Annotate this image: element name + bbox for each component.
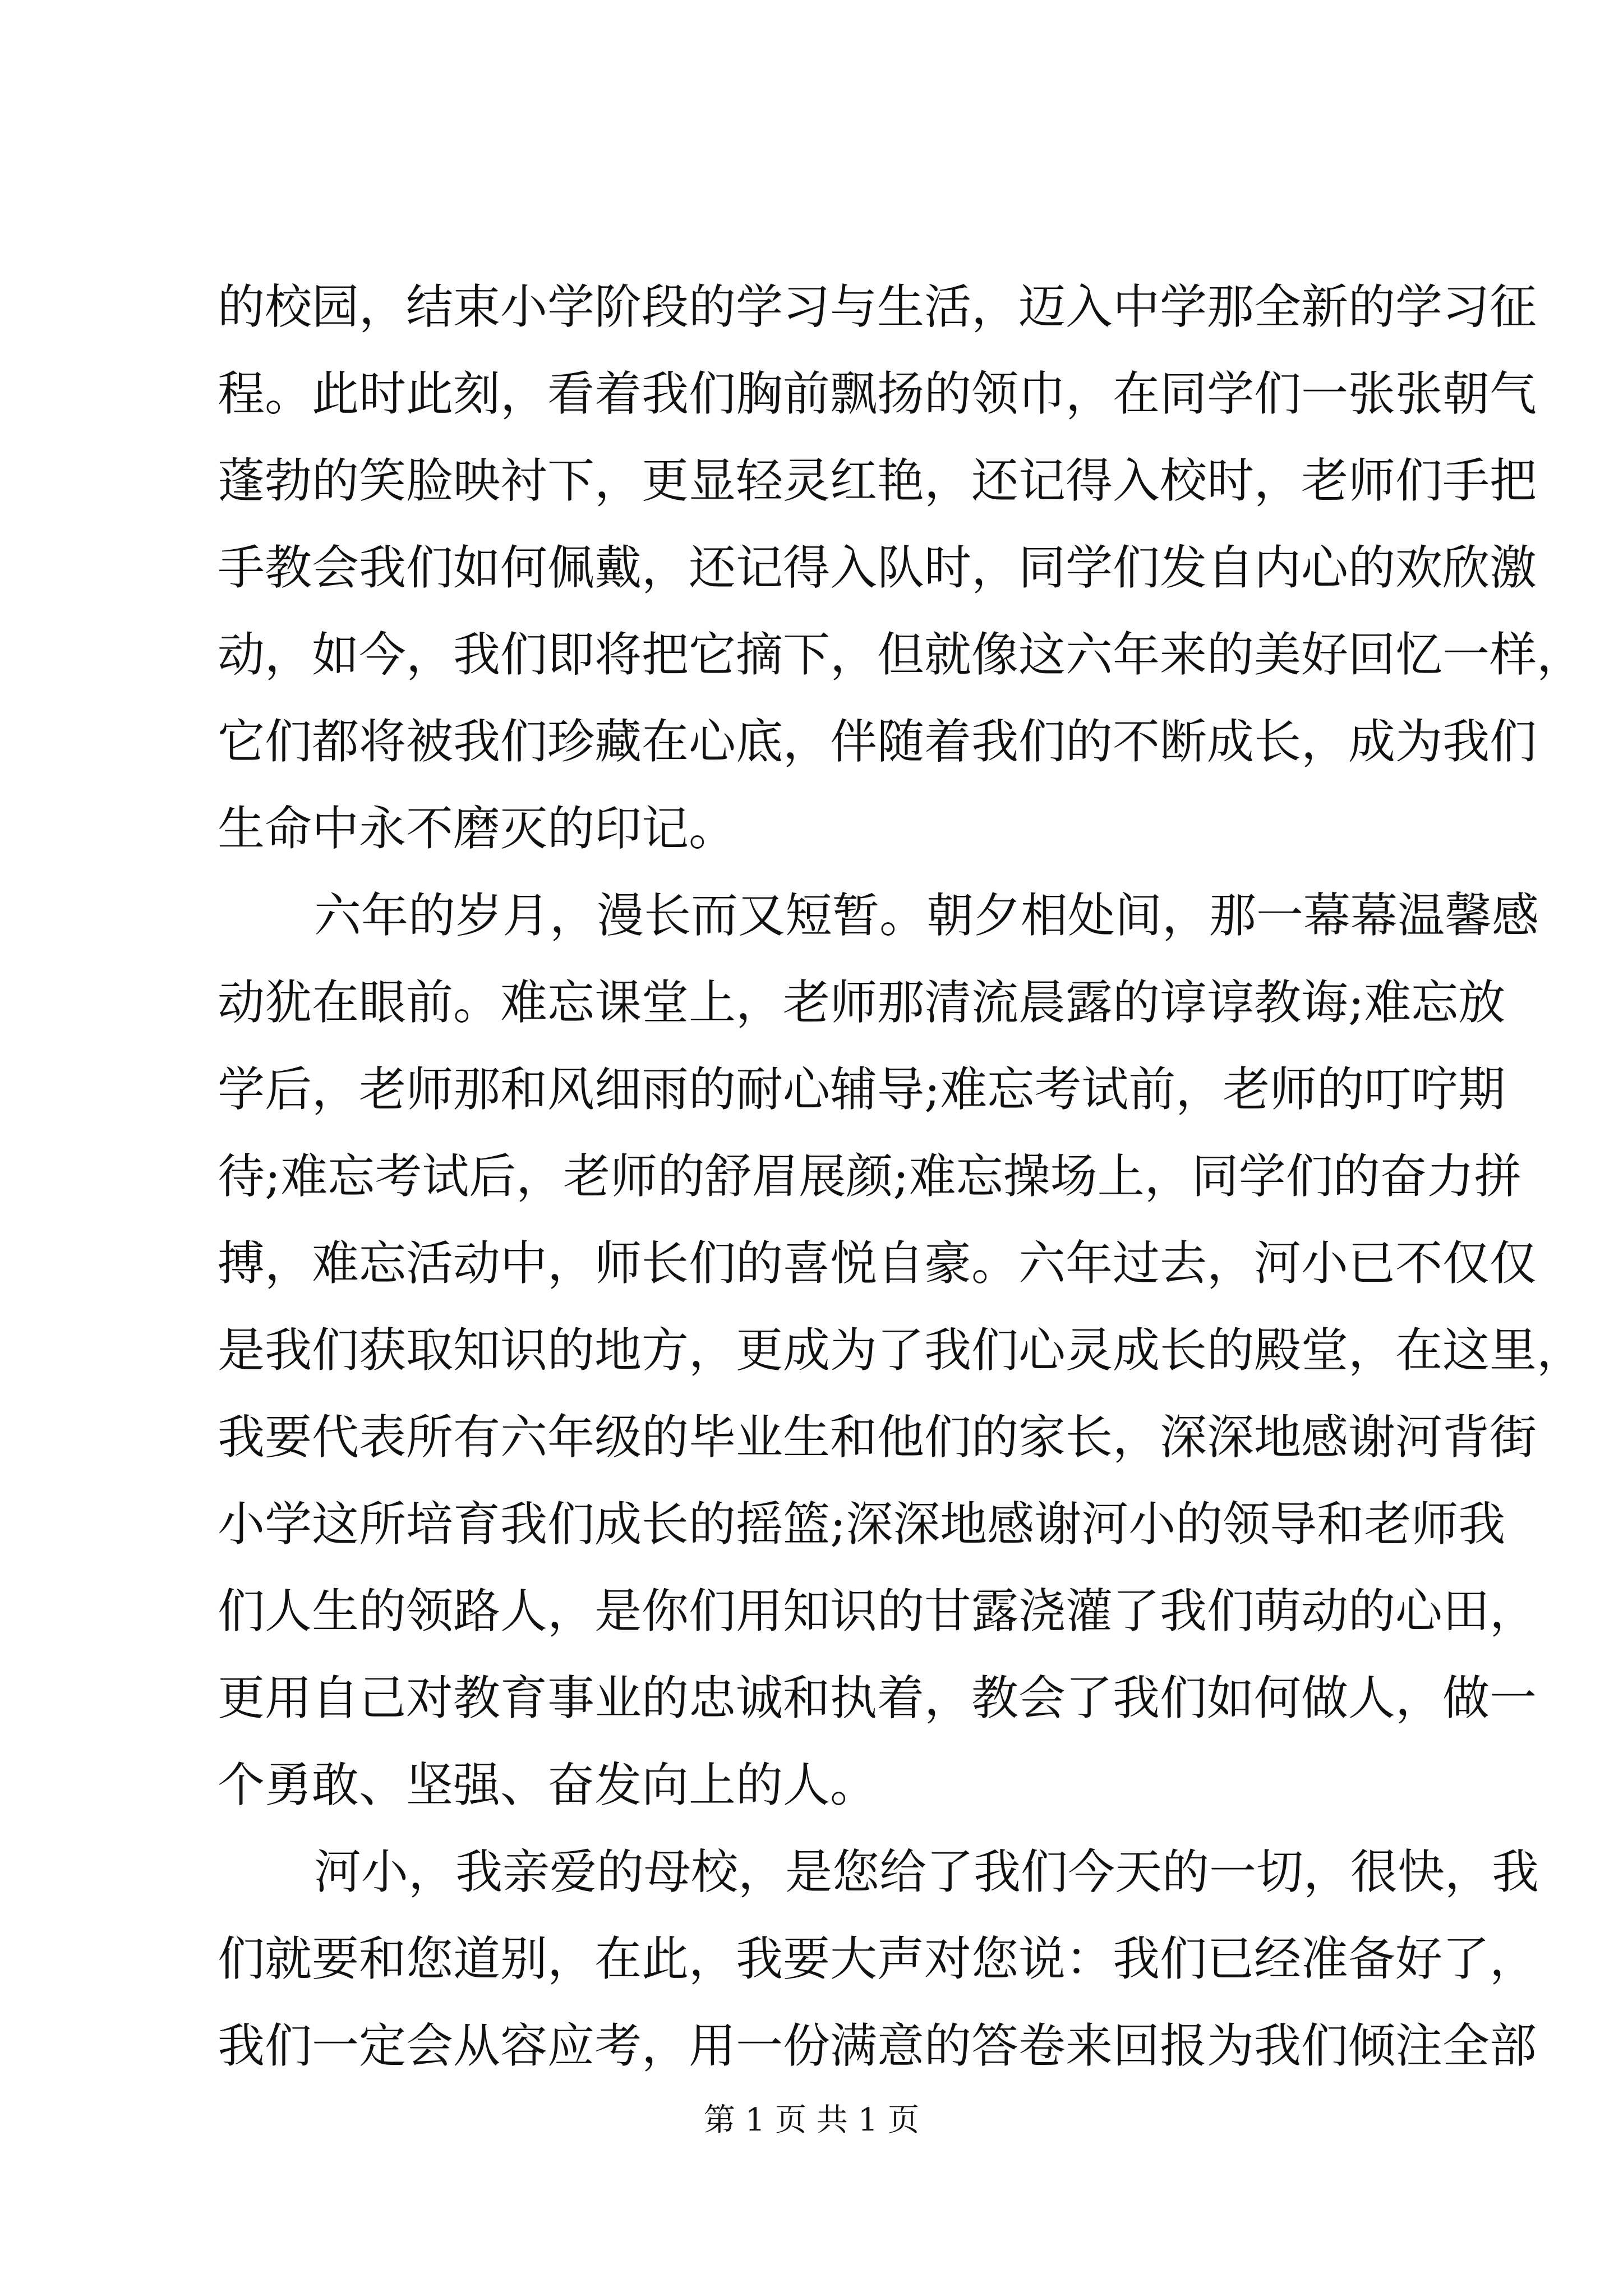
text-line: 手教会我们如何佩戴，还记得入队时，同学们发自内心的欢欣激 bbox=[218, 540, 1537, 595]
text-line: 河小，我亲爱的母校，是您给了我们今天的一切，很快，我 bbox=[314, 1844, 1539, 1899]
text-line: 小学这所培育我们成长的摇篮;深深地感谢河小的领导和老师我 bbox=[218, 1497, 1506, 1552]
text-line: 它们都将被我们珍藏在心底，伴随着我们的不断成长，成为我们 bbox=[218, 714, 1537, 769]
text-line: 们就要和您道别，在此，我要大声对您说：我们已经准备好了， bbox=[218, 1931, 1537, 1986]
text-line: 生命中永不磨灭的印记。 bbox=[218, 801, 736, 856]
page-number-label: 第 1 页 共 1 页 bbox=[703, 2102, 920, 2138]
text-line: 我要代表所有六年级的毕业生和他们的家长，深深地感谢河背街 bbox=[218, 1410, 1537, 1465]
text-line: 的校园，结束小学阶段的学习与生活，迈入中学那全新的学习征 bbox=[218, 279, 1537, 334]
text-line: 更用自己对教育事业的忠诚和执着，教会了我们如何做人，做一 bbox=[218, 1671, 1537, 1726]
paragraph-2 bbox=[218, 872, 1584, 1829]
page-footer bbox=[0, 2101, 1623, 2140]
text-line: 蓬勃的笑脸映衬下，更显轻灵红艳，还记得入校时，老师们手把 bbox=[218, 453, 1537, 508]
text-line: 学后，老师那和风细雨的耐心辅导;难忘考试前，老师的叮咛期 bbox=[218, 1062, 1506, 1117]
text-line: 搏，难忘活动中，师长们的喜悦自豪。六年过去，河小已不仅仅 bbox=[218, 1236, 1537, 1291]
text-line: 六年的岁月，漫长而又短暂。朝夕相处间，那一幕幕温馨感 bbox=[314, 888, 1539, 943]
text-line: 待;难忘考试后，老师的舒眉展颜;难忘操场上，同学们的奋力拼 bbox=[218, 1149, 1521, 1204]
paragraph-1 bbox=[218, 264, 1584, 872]
text-line: 个勇敢、坚强、奋发向上的人。 bbox=[218, 1757, 878, 1812]
text-line: 们人生的领路人，是你们用知识的甘露浇灌了我们萌动的心田， bbox=[218, 1584, 1537, 1639]
text-line: 是我们获取知识的地方，更成为了我们心灵成长的殿堂，在这里， bbox=[218, 1323, 1584, 1378]
paragraph-3 bbox=[218, 1829, 1539, 2090]
text-line: 动犹在眼前。难忘课堂上，老师那清流晨露的谆谆教诲;难忘放 bbox=[218, 975, 1506, 1030]
text-line: 程。此时此刻，看着我们胸前飘扬的领巾，在同学们一张张朝气 bbox=[218, 366, 1537, 421]
text-line: 我们一定会从容应考，用一份满意的答卷来回报为我们倾注全部 bbox=[218, 2018, 1537, 2073]
document-body bbox=[218, 264, 1584, 2090]
text-line: 动，如今，我们即将把它摘下，但就像这六年来的美好回忆一样， bbox=[218, 627, 1584, 682]
